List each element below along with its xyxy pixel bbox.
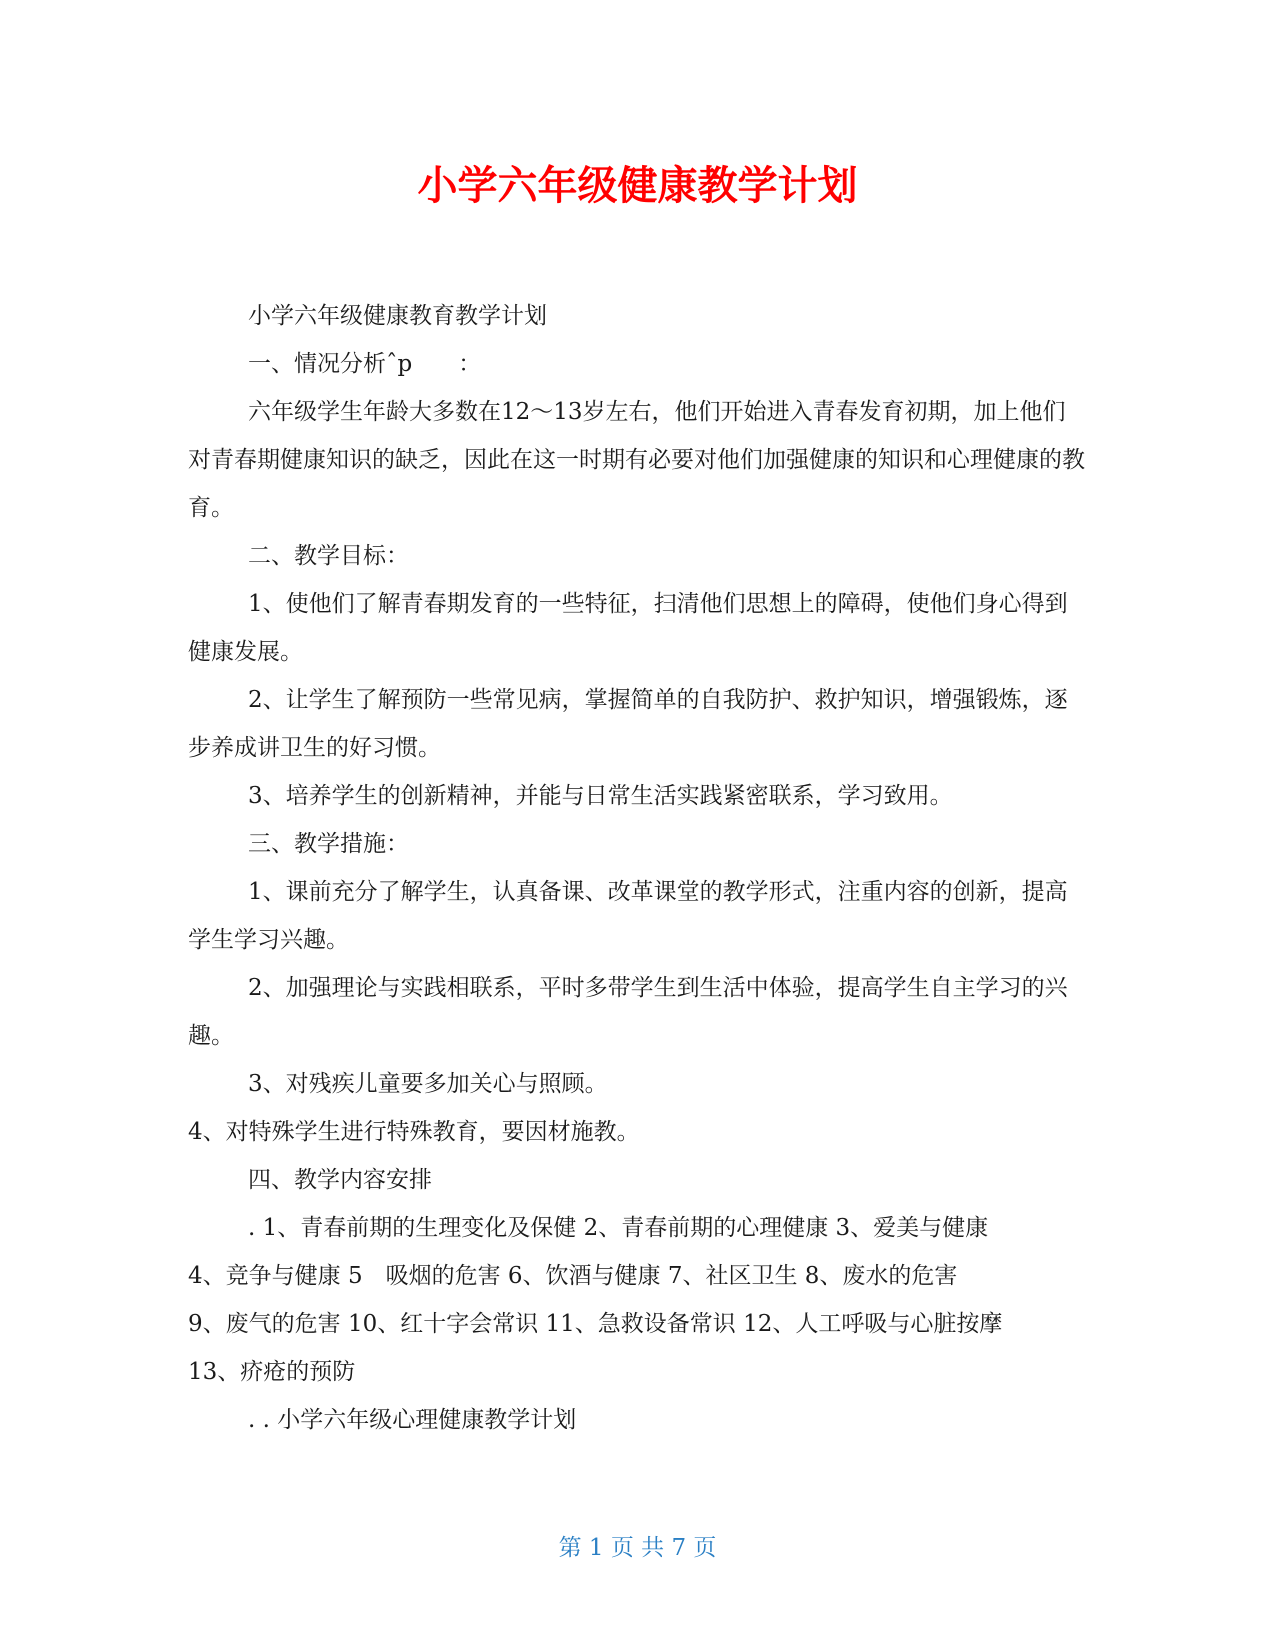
page-number-footer: 第 1 页 共 7 页 xyxy=(558,1535,717,1561)
paragraph-subtitle: 小学六年级健康教育教学计划 xyxy=(248,303,547,329)
content-line-3: 9、废气的危害 10、红十字会常识 11、急救设备常识 12、人工呼吸与心脏按摩 xyxy=(188,1311,1003,1337)
content-line-4: 13、疥疮的预防 xyxy=(188,1359,356,1385)
document-body xyxy=(188,292,1088,1444)
measure-item-1: 1、课前充分了解学生，认真备课、改革课堂的教学形式，注重内容的创新，提高学生学习兴趣。 xyxy=(188,879,1068,953)
goal-item-1: 1、使他们了解青春期发育的一些特征，扫清他们思想上的障碍，使他们身心得到健康发展。 xyxy=(188,591,1068,665)
heading-teaching-measures: 三、教学措施： xyxy=(248,831,409,857)
heading-situation-analysis: 一、情况分析ˆp ： xyxy=(248,351,482,377)
heading-content-arrangement: 四、教学内容安排 xyxy=(248,1167,432,1193)
measure-item-4: 4、对特殊学生进行特殊教育，要因材施教。 xyxy=(188,1119,640,1145)
paragraph-next-plan: . . 小学六年级心理健康教学计划 xyxy=(248,1407,577,1433)
document-title: 小学六年级健康教学计划 xyxy=(417,163,858,209)
heading-teaching-goals: 二、教学目标： xyxy=(248,543,409,569)
measure-item-2: 2、加强理论与实践相联系，平时多带学生到生活中体验，提高学生自主学习的兴趣。 xyxy=(188,975,1068,1049)
content-line-1: . 1、青春前期的生理变化及保健 2、青春前期的心理健康 3、爱美与健康 xyxy=(248,1215,989,1241)
paragraph-situation: 六年级学生年龄大多数在12～13岁左右，他们开始进入青春发育初期，加上他们对青春期健康知识的缺乏，因此在这一时期有必要对他们加强健康的知识和心理健康的教育。 xyxy=(188,399,1085,521)
goal-item-3: 3、培养学生的创新精神，并能与日常生活实践紧密联系，学习致用。 xyxy=(248,783,953,809)
goal-item-2: 2、让学生了解预防一些常见病，掌握简单的自我防护、救护知识，增强锻炼，逐步养成讲卫生的好习惯。 xyxy=(188,687,1068,761)
content-line-2: 4、竞争与健康 5 吸烟的危害 6、饮酒与健康 7、社区卫生 8、废水的危害 xyxy=(188,1263,958,1289)
measure-item-3: 3、对残疾儿童要多加关心与照顾。 xyxy=(248,1071,608,1097)
